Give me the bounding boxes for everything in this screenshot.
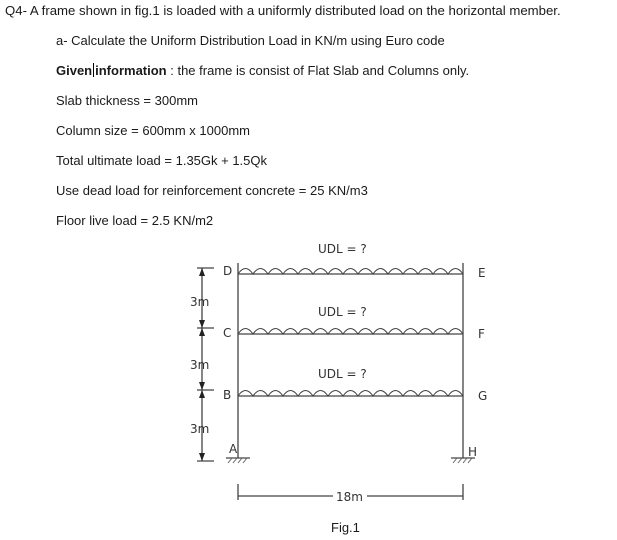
- node-h: H: [468, 445, 478, 459]
- udl-load-1: [238, 269, 463, 275]
- node-e: E: [478, 266, 486, 280]
- node-f: F: [478, 327, 485, 341]
- node-a: A: [229, 442, 238, 456]
- info-slab-thickness: Slab thickness = 300mm: [56, 93, 198, 108]
- node-d: D: [223, 264, 233, 278]
- info-dead-load: Use dead load for reinforcement concrete = 25 KN/m3: [56, 183, 368, 198]
- storey-height-3: 3m: [190, 422, 210, 436]
- info-total-load: Total ultimate load = 1.35Gk + 1.5Qk: [56, 153, 268, 168]
- udl-load-3: [238, 391, 463, 397]
- udl-label-bottom: UDL = ?: [318, 367, 367, 381]
- span-label: 18m: [336, 490, 363, 504]
- udl-load-2: [238, 329, 463, 335]
- given-label: Given: [56, 63, 93, 78]
- information-label: information: [95, 63, 167, 78]
- figure-caption: Fig.1: [331, 520, 360, 535]
- node-c: C: [223, 326, 232, 340]
- info-column-size: Column size = 600mm x 1000mm: [56, 123, 250, 138]
- question-part-a: a- Calculate the Uniform Distribution Load in KN/m using Euro code: [56, 33, 445, 48]
- node-b: B: [223, 388, 232, 402]
- given-text: : the frame is consist of Flat Slab and Columns only.: [166, 63, 470, 78]
- node-g: G: [478, 389, 488, 403]
- udl-label-top: UDL = ?: [318, 242, 367, 256]
- question-title: Q4- A frame shown in fig.1 is loaded with a uniformly distributed load on the horizontal member.: [5, 3, 561, 18]
- support-hatching: [228, 458, 472, 463]
- info-live-load: Floor live load = 2.5 KN/m2: [56, 213, 214, 228]
- storey-height-2: 3m: [190, 358, 210, 372]
- storey-height-1: 3m: [190, 295, 210, 309]
- udl-label-middle: UDL = ?: [318, 305, 367, 319]
